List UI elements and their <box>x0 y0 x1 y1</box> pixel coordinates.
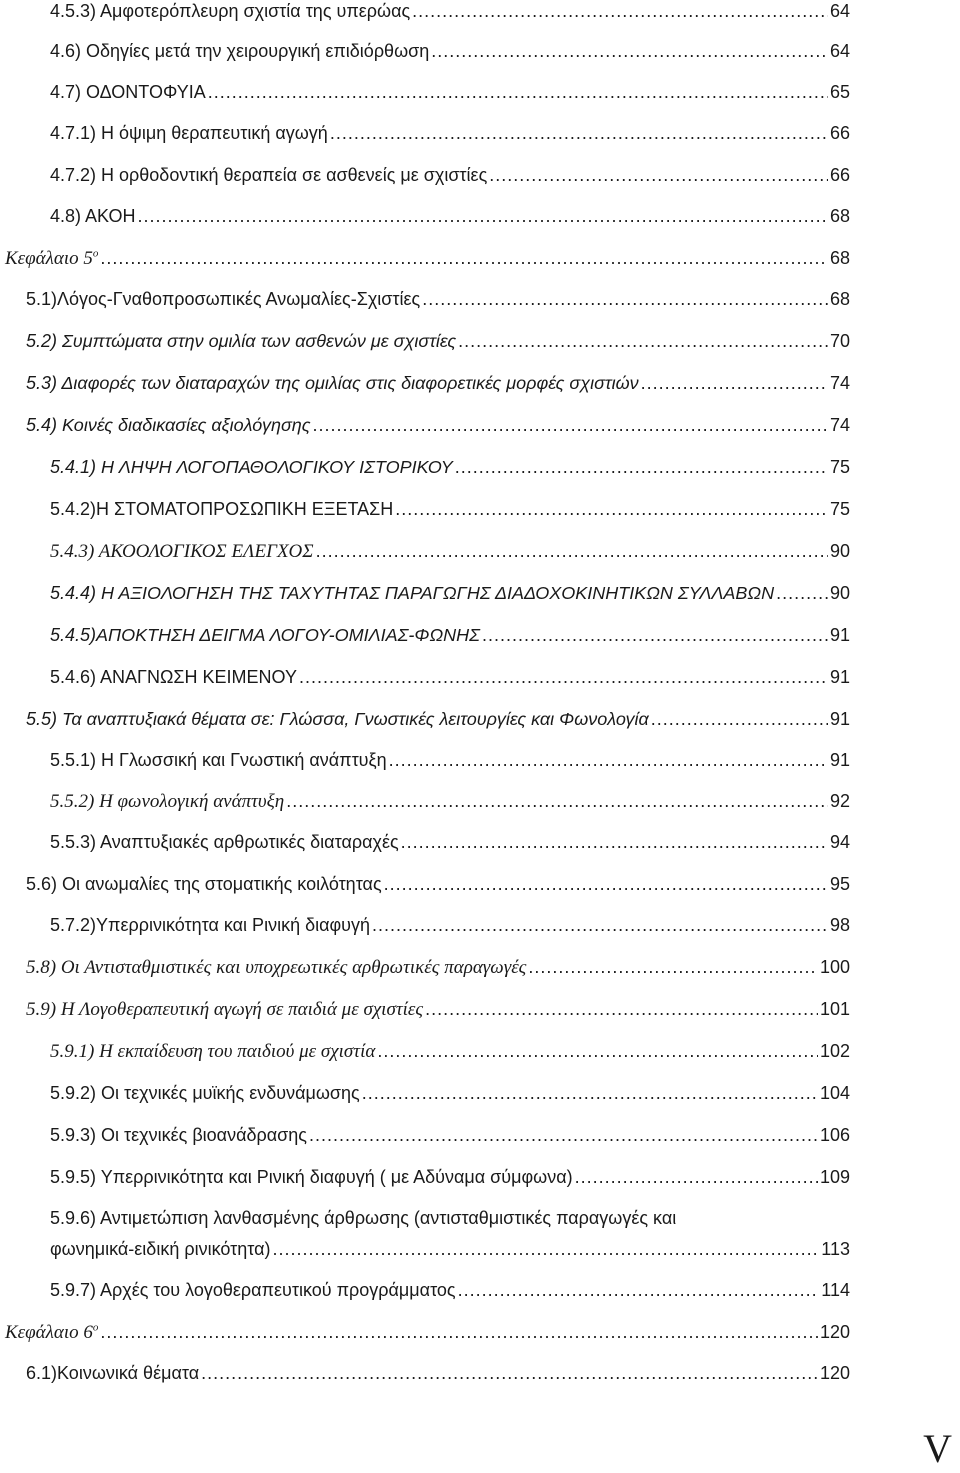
toc-entry[interactable] <box>50 1124 850 1146</box>
toc-page-number: 91 <box>829 709 850 729</box>
toc-page-number: 75 <box>829 499 850 519</box>
toc-entry-label: 5.9.3) Οι τεχνικές βιοανάδρασης <box>50 1125 307 1145</box>
toc-dot-leader <box>316 540 828 562</box>
toc-page-number: 94 <box>829 832 850 852</box>
toc-dot-leader <box>422 288 828 310</box>
toc-dot-leader <box>482 624 828 646</box>
toc-entry-label: 5.1)Λόγος-Γναθοπροσωπικές Ανωμαλίες-Σχιστίες <box>26 289 421 309</box>
toc-entry[interactable] <box>26 873 850 895</box>
toc-dot-leader <box>137 205 827 227</box>
toc-entry-label: 5.4) Κοινές διαδικασίες αξιολόγησης <box>26 415 311 435</box>
toc-dot-leader <box>389 749 828 771</box>
toc-page-number: 90 <box>829 583 850 603</box>
toc-entry-label: Κεφάλαιο $5^o$ <box>5 247 99 269</box>
toc-page-number: 91 <box>829 625 850 645</box>
toc-dot-leader <box>395 498 828 520</box>
toc-dot-leader <box>100 1321 818 1343</box>
toc-entry-label: 5.9.6) Αντιμετώπιση λανθασμένης άρθρωσης (αντισταθμιστικές παραγωγές και <box>50 1208 677 1228</box>
toc-entry-label: 5.5) Τα αναπτυξιακά θέματα σε: Γλώσσα, Γνωστικές λειτουργίες και Φωνολογία <box>26 709 649 729</box>
toc-page-number: 91 <box>829 750 850 770</box>
toc-page-number: 90 <box>829 541 850 561</box>
toc-dot-leader <box>313 414 828 436</box>
toc-entry-label: 5.8) Οι Αντισταθμιστικές και υποχρεωτικές αρθρωτικές παραγωγές <box>26 957 527 978</box>
toc-entry-label: 5.9.2) Οι τεχνικές μυϊκής ενδυνάμωσης <box>50 1083 360 1103</box>
toc-entry-label: φωνημικά-ειδική ρινικότητα) <box>50 1239 271 1259</box>
toc-entry[interactable] <box>26 708 850 730</box>
toc-entry-label: 4.7.2) Η ορθοδοντική θεραπεία σε ασθενείς με σχιστίες <box>50 165 488 185</box>
toc-entry-label: 5.6) Οι ανωμαλίες της στοματικής κοιλότητας <box>26 874 382 894</box>
toc-dot-leader <box>372 914 828 936</box>
toc-entry-label: 5.9.7) Αρχές του λογοθεραπευτικού προγράμματος <box>50 1280 456 1300</box>
toc-page-number: 109 <box>819 1167 850 1187</box>
toc-entry[interactable] <box>26 330 850 352</box>
toc-dot-leader <box>309 1124 818 1146</box>
toc-entry[interactable] <box>50 81 850 103</box>
toc-page-number: 65 <box>829 82 850 102</box>
toc-entry-superscript: ο <box>92 1321 99 1334</box>
toc-dot-leader <box>776 582 828 604</box>
toc-page-number: 66 <box>829 165 850 185</box>
toc-entry[interactable] <box>50 1207 850 1260</box>
toc-entry-label: 5.5.3) Αναπτυξιακές αρθρωτικές διαταραχές <box>50 832 399 852</box>
toc-entry-label: 4.8) ΑΚΟΗ <box>50 206 136 226</box>
toc-dot-leader <box>100 247 828 269</box>
toc-page-number: 68 <box>829 289 850 309</box>
toc-page-number: 66 <box>829 123 850 143</box>
toc-entry[interactable] <box>50 540 850 563</box>
toc-page-number: 91 <box>829 667 850 687</box>
toc-entry-label: 5.7.2)Υπερρινικότητα και Ρινική διαφυγή <box>50 915 371 935</box>
toc-entry-label: 4.7.1) Η όψιμη θεραπευτική αγωγή <box>50 123 328 143</box>
toc-page-number: 104 <box>819 1083 850 1103</box>
toc-dot-leader <box>489 164 828 186</box>
toc-entry-superscript: ο <box>92 247 99 260</box>
toc-entry[interactable] <box>5 1321 850 1344</box>
toc-page-number: 74 <box>829 373 850 393</box>
toc-entry-label: 6.1)Κοινωνικά θέματα <box>26 1363 200 1383</box>
toc-page-number: 92 <box>829 791 850 811</box>
toc-entry[interactable] <box>50 749 850 771</box>
toc-dot-leader <box>425 998 818 1020</box>
toc-page-number: 64 <box>829 41 850 61</box>
toc-entry[interactable] <box>50 1166 850 1188</box>
toc-entry[interactable] <box>50 205 850 227</box>
toc-page-number: 120 <box>819 1322 850 1342</box>
toc-entry[interactable] <box>50 0 850 22</box>
toc-page-number: 113 <box>821 1239 850 1259</box>
toc-page-number: 106 <box>819 1125 850 1145</box>
toc-entry[interactable] <box>5 247 850 270</box>
toc-entry[interactable] <box>50 164 850 186</box>
toc-page-number: 68 <box>829 206 850 226</box>
toc-entry-label: 4.7) ΟΔΟΝΤΟΦΥΙΑ <box>50 82 206 102</box>
toc-entry[interactable] <box>50 666 850 688</box>
toc-entry[interactable] <box>26 288 850 310</box>
toc-page-number: 75 <box>829 457 850 477</box>
toc-dot-leader <box>455 456 828 478</box>
toc-entry[interactable] <box>50 122 850 144</box>
toc-dot-leader <box>286 790 828 812</box>
toc-entry-label: 5.5.2) Η φωνολογική ανάπτυξη <box>50 791 285 812</box>
toc-page-number: 114 <box>821 1280 850 1300</box>
toc-entry[interactable] <box>26 956 850 979</box>
toc-entry-label: 5.5.1) Η Γλωσσική και Γνωστική ανάπτυξη <box>50 750 387 770</box>
toc-entry[interactable] <box>26 414 850 436</box>
toc-entry[interactable] <box>50 40 850 62</box>
toc-entry[interactable] <box>50 456 850 478</box>
toc-page-number: 100 <box>819 957 850 977</box>
toc-page-number: 95 <box>829 874 850 894</box>
toc-entry-label: Κεφάλαιο $6^o$ <box>5 1321 99 1343</box>
toc-entry[interactable] <box>50 582 850 604</box>
toc-entry[interactable] <box>50 1082 850 1104</box>
toc-page-number: 70 <box>829 331 850 351</box>
toc-dot-leader <box>651 708 828 730</box>
toc-page-number: 120 <box>819 1363 850 1383</box>
toc-dot-leader <box>377 1040 818 1062</box>
toc-dot-leader <box>330 122 828 144</box>
toc-dot-leader <box>458 1279 820 1301</box>
toc-page-number: 64 <box>829 1 850 21</box>
toc-entry-label: 5.2) Συμπτώματα στην ομιλία των ασθενών με σχιστίες <box>26 331 457 351</box>
toc-entry-label: 5.4.5)ΑΠΟΚΤΗΣΗ ΔΕΙΓΜΑ ΛΟΓΟΥ-ΟΜΙΛΙΑΣ-ΦΩΝΗΣ <box>50 625 480 645</box>
toc-page-number: 101 <box>819 999 850 1019</box>
toc-dot-leader <box>384 873 828 895</box>
toc-entry[interactable] <box>26 372 850 394</box>
toc-dot-leader <box>401 831 828 853</box>
toc-page-number: 102 <box>819 1041 850 1061</box>
toc-entry-label: 5.4.4) Η ΑΞΙΟΛΟΓΗΣΗ ΤΗΣ ΤΑΧΥΤΗΤΑΣ ΠΑΡΑΓΩΓΗΣ ΔΙΑΔΟΧΟΚΙΝΗΤΙΚΩΝ ΣΥΛΛΑΒΩΝ <box>50 583 775 603</box>
page-number: V <box>923 1426 952 1471</box>
toc-dot-leader <box>299 666 828 688</box>
toc-entry[interactable] <box>50 1279 850 1301</box>
toc-entry-label: 5.4.6) ΑΝΑΓΝΩΣΗ ΚΕΙΜΕΝΟΥ <box>50 667 297 687</box>
toc-dot-leader <box>208 81 828 103</box>
toc-page-number: 74 <box>829 415 850 435</box>
toc-page-number: 98 <box>829 915 850 935</box>
toc-entry[interactable] <box>50 1040 850 1063</box>
toc-dot-leader <box>431 40 828 62</box>
toc-entry-label: 5.4.3) ΑΚΟΟΛΟΓΙΚΟΣ ΕΛΕΓΧΟΣ <box>50 541 314 562</box>
toc-entry-label: 5.9.5) Υπερρινικότητα και Ρινική διαφυγή ( με Αδύναμα σύμφωνα) <box>50 1167 573 1187</box>
toc-entry[interactable] <box>50 831 850 853</box>
toc-entry[interactable] <box>26 998 850 1021</box>
toc-entry-label: 5.9) Η Λογοθεραπευτική αγωγή σε παιδιά με σχιστίες <box>26 999 424 1020</box>
toc-entry[interactable] <box>50 624 850 646</box>
toc-entry-label: 4.5.3) Αμφοτερόπλευρη σχιστία της υπερώας <box>50 1 411 21</box>
toc-dot-leader <box>575 1166 818 1188</box>
toc-entry-label: 5.4.1) Η ΛΗΨΗ ΛΟΓΟΠΑΘΟΛΟΓΙΚΟΥ ΙΣΤΟΡΙΚΟΥ <box>50 457 453 477</box>
toc-entry-label: 5.4.2)Η ΣΤΟΜΑΤΟΠΡΟΣΩΠΙΚΗ ΕΞΕΤΑΣΗ <box>50 499 394 519</box>
toc-entry[interactable] <box>50 790 850 813</box>
toc-entry[interactable] <box>50 914 850 936</box>
toc-entry[interactable] <box>50 498 850 520</box>
toc-entry-label: 5.9.1) Η εκπαίδευση του παιδιού με σχιστία <box>50 1041 376 1062</box>
toc-entry-label: 5.3) Διαφορές των διαταραχών της ομιλίας στις διαφορετικές μορφές σχιστιών <box>26 373 639 393</box>
toc-entry-label: 4.6) Οδηγίες μετά την χειρουργική επιδιόρθωση <box>50 41 430 61</box>
toc-dot-leader <box>641 372 828 394</box>
toc-dot-leader <box>528 956 818 978</box>
toc-dot-leader <box>458 330 828 352</box>
toc-page-number: 68 <box>829 248 850 268</box>
toc-dot-leader <box>412 0 828 22</box>
toc-dot-leader <box>273 1238 820 1260</box>
toc-entry[interactable] <box>26 1362 850 1384</box>
toc-dot-leader <box>201 1362 818 1384</box>
toc-dot-leader <box>362 1082 818 1104</box>
